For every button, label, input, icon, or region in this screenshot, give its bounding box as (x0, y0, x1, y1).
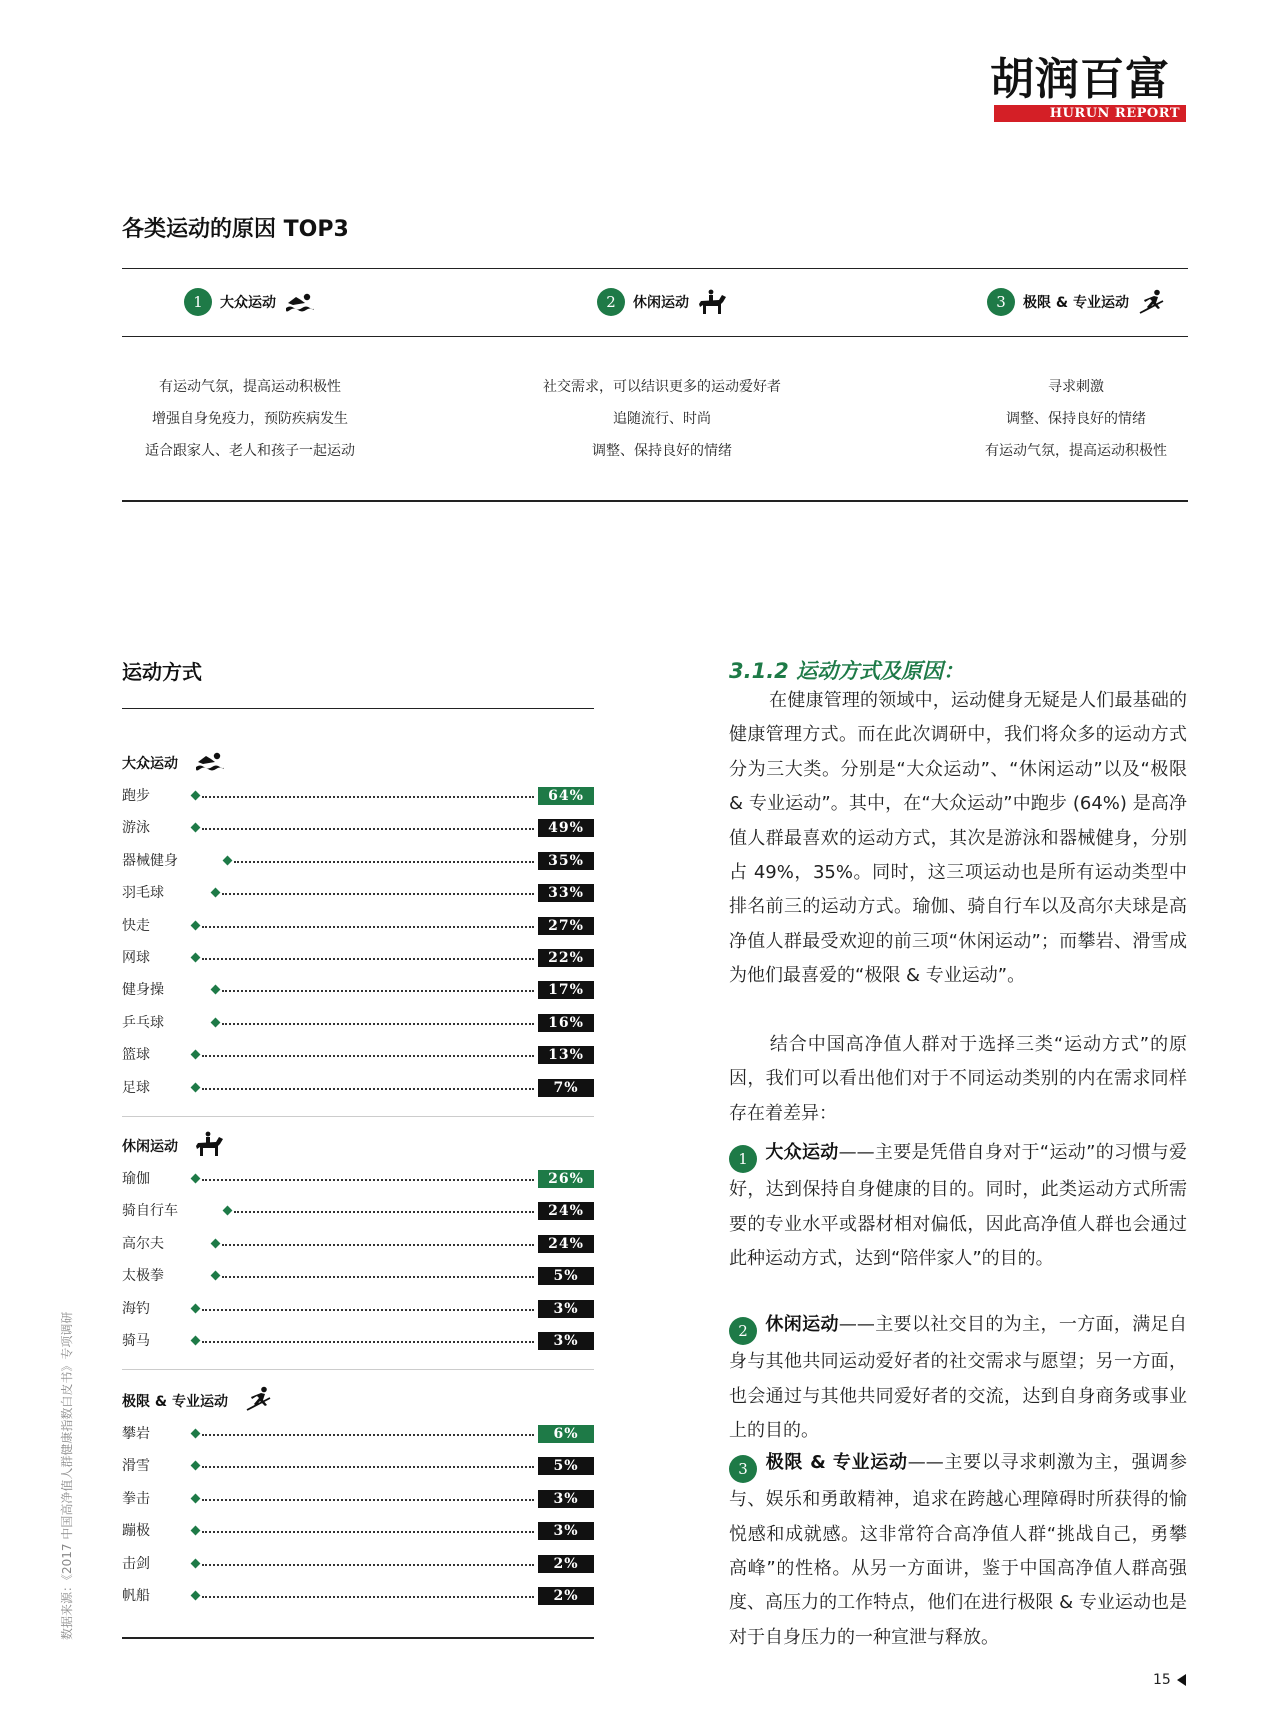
diamond-bullet-icon (191, 920, 201, 930)
sport-name: 羽毛球 (122, 885, 164, 902)
percentage-badge: 16% (538, 1014, 594, 1032)
skier-icon (244, 1386, 274, 1416)
sport-name: 游泳 (122, 820, 150, 837)
ways-row (122, 1330, 594, 1352)
diamond-bullet-icon (211, 1271, 221, 1281)
diamond-bullet-icon (191, 1429, 201, 1439)
diamond-bullet-icon (191, 1303, 201, 1313)
sport-name: 快走 (122, 917, 150, 934)
sport-name: 健身操 (122, 982, 164, 999)
percentage-badge: 6% (538, 1425, 594, 1443)
dotted-leader (222, 893, 534, 895)
diamond-bullet-icon (191, 1526, 201, 1536)
percentage-badge: 3% (538, 1332, 594, 1350)
ways-row (122, 1077, 594, 1099)
point-title: 极限 & 专业运动 (765, 1452, 908, 1473)
dotted-leader (202, 1596, 534, 1598)
diamond-bullet-icon (191, 953, 201, 963)
point-title: 大众运动 (765, 1142, 839, 1163)
ways-row (122, 1520, 594, 1542)
ways-bottom-rule (122, 1637, 594, 1639)
dotted-leader (202, 926, 534, 928)
reason-item: 调整、保持良好的情绪 (1006, 411, 1146, 427)
percentage-badge: 3% (538, 1490, 594, 1508)
sport-name: 高尔夫 (122, 1235, 164, 1252)
dotted-leader (202, 1179, 534, 1181)
percentage-badge: 3% (538, 1522, 594, 1540)
dotted-leader (202, 1055, 534, 1057)
ways-row (122, 785, 594, 807)
diamond-bullet-icon (191, 1493, 201, 1503)
source-note: 数据来源：《2017 中国高净值人群健康指数白皮书》专项调研 (60, 1311, 74, 1640)
percentage-badge: 35% (538, 852, 594, 870)
sport-name: 蹦极 (122, 1523, 150, 1540)
dotted-leader (202, 1531, 534, 1533)
top3-header-rule (122, 336, 1188, 337)
sport-name: 瑜伽 (122, 1171, 150, 1187)
ways-section-title: 运动方式 (122, 660, 202, 684)
ways-group-header (122, 1131, 224, 1161)
dotted-leader (222, 1244, 534, 1246)
percentage-badge: 22% (538, 949, 594, 967)
swimmer-icon (194, 748, 224, 778)
diamond-bullet-icon (191, 1174, 201, 1184)
top3-reasons-3 (906, 376, 1246, 472)
diamond-bullet-icon (223, 1206, 233, 1216)
top3-category-1 (184, 288, 314, 316)
percentage-badge: 26% (538, 1170, 594, 1188)
paragraph-text: 结合中国高净值人群对于选择三类“运动方式”的原因，我们可以看出他们对于不同运动类别的内在需求同样存在着差异： (729, 1034, 1187, 1124)
group-divider (122, 1116, 594, 1117)
point-text: ——主要以寻求刺激为主，强调参与、娱乐和勇敢精神，追求在跨越心理障碍时所获得的愉悦感和成就感。这非常符合高净值人群“挑战自己，勇攀高峰”的性格。从另一方面讲，鉴于中国高净值人群高强度、高压力的工作特点，他们在进行极限 & 专业运动也是对于自身压力的一种宣泄与释放。 (729, 1452, 1188, 1648)
reason-item: 有运动气氛，提高运动积极性 (159, 379, 341, 395)
ways-row (122, 1044, 594, 1066)
percentage-badge: 64% (538, 787, 594, 805)
reason-item: 寻求刺激 (1048, 379, 1104, 395)
category-label: 极限 & 专业运动 (1023, 295, 1129, 311)
diamond-bullet-icon (211, 1238, 221, 1248)
group-label: 极限 & 专业运动 (122, 1394, 228, 1410)
dotted-leader (202, 1434, 534, 1436)
sport-name: 帆船 (122, 1588, 150, 1604)
percentage-badge: 5% (538, 1267, 594, 1285)
ways-row (122, 1455, 594, 1477)
diamond-bullet-icon (191, 1558, 201, 1568)
percentage-badge: 27% (538, 917, 594, 935)
dotted-leader (234, 1211, 534, 1213)
page-number-text: 15 (1153, 1672, 1171, 1688)
ways-row (122, 1200, 594, 1222)
ways-row (122, 1585, 594, 1607)
sport-name: 足球 (122, 1079, 150, 1096)
skier-icon (1137, 289, 1167, 315)
article-point-2 (729, 1308, 1187, 1448)
top3-section-title: 各类运动的原因 TOP3 (122, 217, 349, 242)
top3-reasons-1 (80, 376, 420, 472)
horse-rider-icon (194, 1131, 224, 1161)
percentage-badge: 13% (538, 1046, 594, 1064)
percentage-badge: 24% (538, 1202, 594, 1220)
dotted-leader (222, 990, 534, 992)
sport-name: 篮球 (122, 1047, 150, 1064)
sport-name: 海钓 (122, 1300, 150, 1317)
dotted-leader (202, 828, 534, 830)
dotted-leader (202, 1309, 534, 1311)
reason-item: 适合跟家人、老人和孩子一起运动 (145, 443, 355, 459)
ways-row (122, 1553, 594, 1575)
dotted-leader (202, 1564, 534, 1566)
diamond-bullet-icon (191, 791, 201, 801)
ways-row (122, 882, 594, 904)
ways-row (122, 915, 594, 937)
reason-item: 追随流行、时尚 (613, 411, 711, 427)
reason-item: 社交需求，可以结识更多的运动爱好者 (543, 379, 781, 395)
sport-name: 跑步 (122, 788, 150, 804)
dotted-leader (222, 1276, 534, 1278)
number-badge: 1 (729, 1145, 757, 1173)
percentage-badge: 2% (538, 1587, 594, 1605)
dotted-leader (202, 1499, 534, 1501)
triangle-left-icon (1177, 1674, 1186, 1686)
top3-top-rule (122, 268, 1188, 269)
sport-name: 器械健身 (122, 852, 178, 869)
point-text: ——主要是凭借自身对于“运动”的习惯与爱好，达到保持自身健康的目的。同时，此类运动方式所需要的专业水平或器材相对偏低，因此高净值人群也会通过此种运动方式，达到“陪伴家人”的目的。 (729, 1142, 1188, 1270)
percentage-badge: 33% (538, 884, 594, 902)
reason-item: 调整、保持良好的情绪 (592, 443, 732, 459)
sport-name: 乒乓球 (122, 1014, 164, 1031)
hurun-logo (990, 55, 1190, 125)
percentage-badge: 17% (538, 981, 594, 999)
diamond-bullet-icon (191, 1591, 201, 1601)
percentage-badge: 7% (538, 1079, 594, 1097)
diamond-bullet-icon (211, 985, 221, 995)
article-heading: 3.1.2 运动方式及原因： (729, 659, 965, 683)
logo-english-text: HURUN REPORT (1049, 106, 1180, 121)
percentage-badge: 5% (538, 1457, 594, 1475)
dotted-leader (202, 1088, 534, 1090)
article-paragraph-2 (729, 1028, 1187, 1131)
dotted-leader (202, 1466, 534, 1468)
top3-category-3 (987, 288, 1167, 316)
sport-name: 骑马 (122, 1333, 150, 1349)
point-text: ——主要以社交目的为主，一方面，满足自身与其他共同运动爱好者的社交需求与愿望；另一方面，也会通过与其他共同爱好者的交流，达到自身商务或事业上的目的。 (729, 1314, 1188, 1442)
diamond-bullet-icon (191, 1461, 201, 1471)
article-paragraph-1 (729, 684, 1187, 994)
logo-red-bar (994, 105, 1186, 122)
ways-row (122, 1233, 594, 1255)
percentage-badge: 24% (538, 1235, 594, 1253)
top3-reasons-2 (492, 376, 832, 472)
number-badge: 2 (729, 1317, 757, 1345)
diamond-bullet-icon (191, 1050, 201, 1060)
sport-name: 击剑 (122, 1555, 150, 1572)
sport-name: 攀岩 (122, 1426, 150, 1442)
ways-row (122, 1012, 594, 1034)
number-badge: 3 (987, 288, 1015, 316)
number-badge: 3 (729, 1455, 757, 1483)
article-point-1 (729, 1136, 1187, 1276)
sport-name: 滑雪 (122, 1458, 150, 1475)
group-divider (122, 1369, 594, 1370)
top3-bottom-rule (122, 500, 1188, 502)
diamond-bullet-icon (191, 1082, 201, 1092)
dotted-leader (202, 1341, 534, 1343)
percentage-badge: 49% (538, 819, 594, 837)
point-title: 休闲运动 (765, 1314, 839, 1335)
page-number (1153, 1672, 1186, 1688)
group-label: 休闲运动 (122, 1139, 178, 1155)
sport-name: 网球 (122, 950, 150, 966)
ways-row (122, 817, 594, 839)
dotted-leader (222, 1023, 534, 1025)
category-label: 大众运动 (220, 295, 276, 311)
percentage-badge: 3% (538, 1300, 594, 1318)
ways-row (122, 1265, 594, 1287)
ways-row (122, 1423, 594, 1445)
top3-category-2 (597, 288, 727, 316)
group-label: 大众运动 (122, 756, 178, 772)
ways-top-rule (122, 708, 594, 709)
reason-item: 增强自身免疫力，预防疾病发生 (152, 411, 348, 427)
diamond-bullet-icon (223, 855, 233, 865)
logo-chinese-text: 胡润百富 (990, 54, 1170, 105)
ways-row (122, 1488, 594, 1510)
reason-item: 有运动气氛，提高运动积极性 (985, 443, 1167, 459)
horse-rider-icon (697, 289, 727, 315)
diamond-bullet-icon (211, 1017, 221, 1027)
diamond-bullet-icon (191, 1336, 201, 1346)
category-label: 休闲运动 (633, 295, 689, 311)
ways-row (122, 1298, 594, 1320)
ways-group-header (122, 1386, 274, 1416)
ways-row (122, 947, 594, 969)
ways-row (122, 1168, 594, 1190)
diamond-bullet-icon (191, 823, 201, 833)
number-badge: 1 (184, 288, 212, 316)
article-point-3 (729, 1446, 1187, 1655)
swimmer-icon (284, 289, 314, 315)
sport-name: 太极拳 (122, 1268, 164, 1285)
diamond-bullet-icon (211, 888, 221, 898)
sport-name: 拳击 (122, 1490, 150, 1507)
ways-row (122, 850, 594, 872)
percentage-badge: 2% (538, 1555, 594, 1573)
ways-group-header (122, 748, 224, 778)
dotted-leader (234, 861, 534, 863)
sport-name: 骑自行车 (122, 1203, 178, 1220)
paragraph-text: 在健康管理的领域中，运动健身无疑是人们最基础的健康管理方式。而在此次调研中，我们将众多的运动方式分为三大类。分别是“大众运动”、“休闲运动”以及“极限 & 专业运动”。其中，在“大众运动”中跑步 (64%) 是高净值人群最喜欢的运动方式，其次是游泳和器械健身，分别占 49%，35%。同时，这三项运动也是所有运动类型中排名前三的运动方式。瑜伽、骑自行车以及高尔夫球是高净值人群最受欢迎的前三项“休闲运动”；而攀岩、滑雪成为他们最喜爱的“极限 & 专业运动”。 (729, 690, 1187, 987)
number-badge: 2 (597, 288, 625, 316)
dotted-leader (202, 796, 534, 798)
dotted-leader (202, 958, 534, 960)
ways-row (122, 979, 594, 1001)
